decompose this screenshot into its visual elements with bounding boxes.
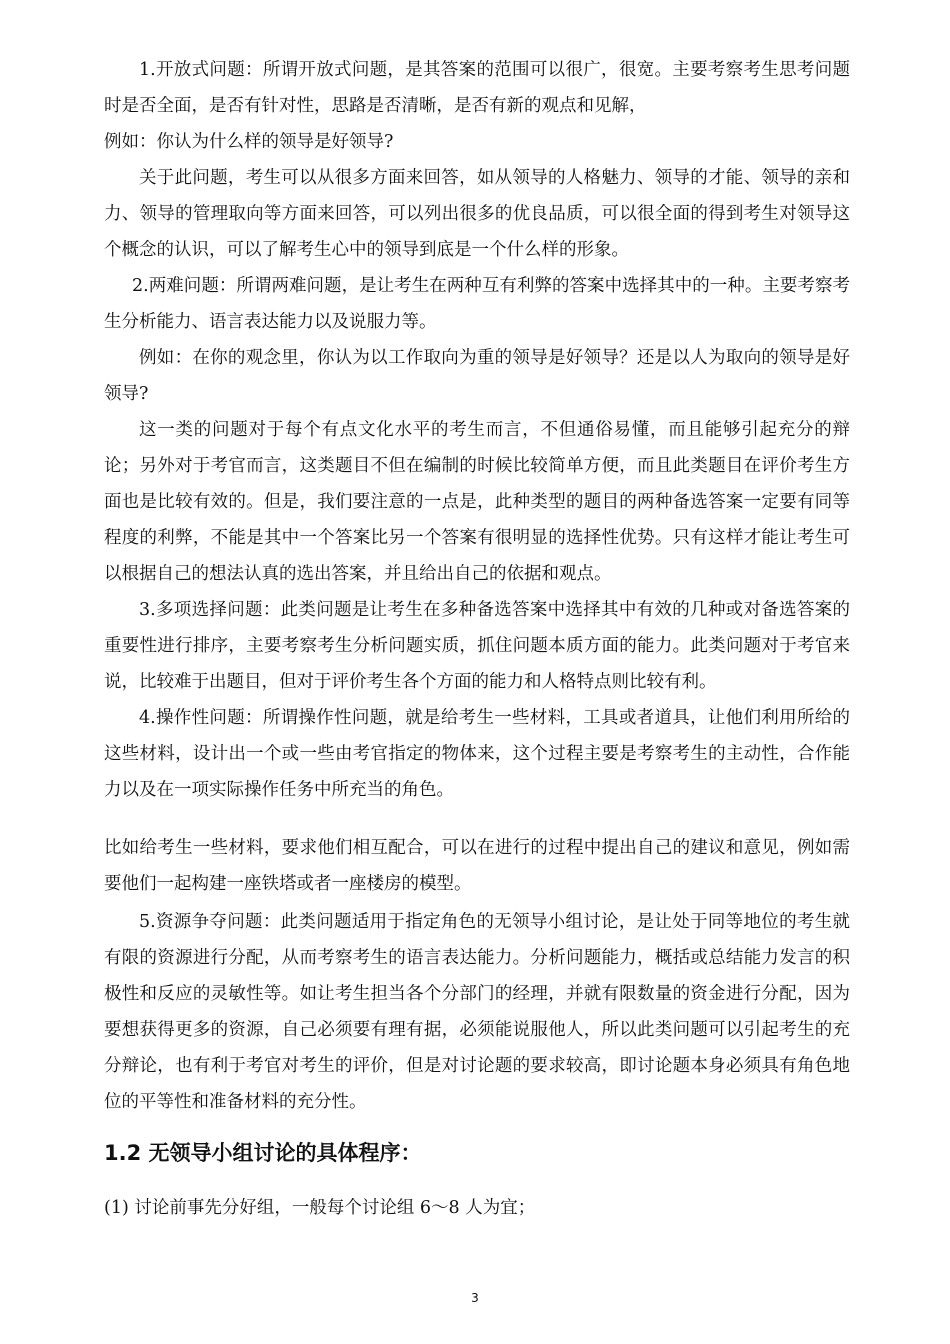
paragraph-open-question: 1.开放式问题：所谓开放式问题，是其答案的范围可以很广，很宽。主要考察考生思考问题时是否全面，是否有针对性，思路是否清晰，是否有新的观点和见解，	[104, 60, 850, 116]
paragraph-dilemma-question: 2.两难问题：所谓两难问题，是让考生在两种互有利弊的答案中选择其中的一种。主要考察考生分析能力、语言表达能力以及说服力等。	[104, 276, 850, 332]
section-heading: 1.2 无领导小组讨论的具体程序：	[104, 1141, 422, 1165]
list-item: (1) 讨论前事先分好组，一般每个讨论组 6～8 人为宜；	[104, 1198, 536, 1218]
page-number: 3	[471, 1291, 479, 1305]
paragraph-open-answer: 关于此问题，考生可以从很多方面来回答，如从领导的人格魅力、领导的才能、领导的亲和力、领导的管理取向等方面来回答，可以列出很多的优良品质，可以很全面的得到考生对领导这个概念的认识，可以了解考生心中的领导到底是一个什么样的形象。	[104, 168, 850, 260]
paragraph-dilemma-discussion: 这一类的问题对于每个有点文化水平的考生而言，不但通俗易懂，而且能够引起充分的辩论；另外对于考官而言，这类题目不但在编制的时候比较简单方便，而且此类题目在评价考生方面也是比较有效的。但是，我们要注意的一点是，此种类型的题目的两种备选答案一定要有同等程度的利弊，不能是其中一个答案比另一个答案有很明显的选择性优势。只有这样才能让考生可以根据自己的想法认真的选出答案，并且给出自己的依据和观点。	[104, 420, 850, 584]
paragraph-example-2: 例如：在你的观念里，你认为以工作取向为重的领导是好领导？还是以人为取向的领导是好领导?	[104, 348, 850, 404]
paragraph-example-3: 比如给考生一些材料，要求他们相互配合，可以在进行的过程中提出自己的建议和意见，例如需要他们一起构建一座铁塔或者一座楼房的模型。	[104, 838, 850, 894]
paragraph-resource: 5.资源争夺问题：此类问题适用于指定角色的无领导小组讨论，是让处于同等地位的考生就有限的资源进行分配，从而考察考生的语言表达能力。分析问题能力，概括或总结能力发言的积极性和反应的灵敏性等。如让考生担当各个分部门的经理，并就有限数量的资金进行分配，因为要想获得更多的资源，自己必须要有理有据，必须能说服他人，所以此类问题可以引起考生的充分辩论，也有利于考官对考生的评价，但是对讨论题的要求较高，即讨论题本身必须具有角色地位的平等性和准备材料的充分性。	[104, 912, 850, 1112]
paragraph-operational: 4.操作性问题：所谓操作性问题，就是给考生一些材料，工具或者道具，让他们利用所给的这些材料，设计出一个或一些由考官指定的物体来，这个过程主要是考察考生的主动性，合作能力以及在一项实际操作任务中所充当的角色。	[104, 708, 850, 800]
paragraph-multiple-choice: 3.多项选择问题：此类问题是让考生在多种备选答案中选择其中有效的几种或对备选答案的重要性进行排序，主要考察考生分析问题实质，抓住问题本质方面的能力。此类问题对于考官来说，比较难于出题目，但对于评价考生各个方面的能力和人格特点则比较有利。	[104, 600, 850, 692]
paragraph-example-1: 例如：你认为什么样的领导是好领导?	[104, 132, 394, 152]
